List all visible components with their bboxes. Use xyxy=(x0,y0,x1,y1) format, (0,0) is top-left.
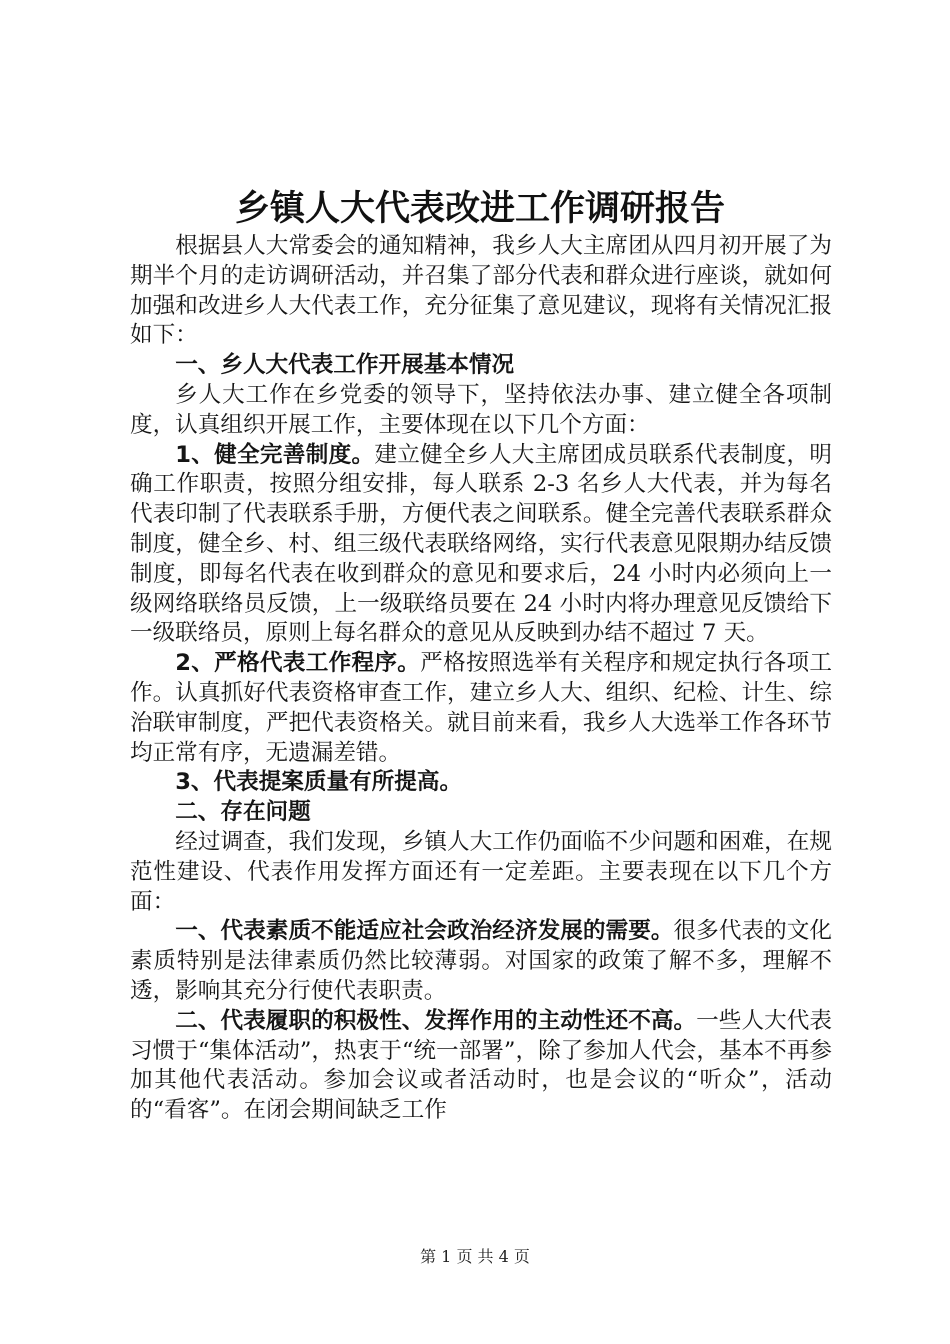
paragraph xyxy=(130,381,832,441)
paragraph-text: 严格按照选举有关程序和规定执行各项工作。认真抓好代表资格审查工作，建立乡人大、组织、纪检、计生、综治联审制度，严把代表资格关。就目前来看，我乡人大选举工作各环节均正常有序，无遗漏差错。 xyxy=(130,650,832,766)
page-footer: 第 1 页 共 4 页 xyxy=(420,1247,530,1266)
paragraph-text: 建立健全乡人大主席团成员联系代表制度，明确工作职责，按照分组安排，每人联系 2-3 名乡人大代表，并为每名代表印制了代表联系手册，方便代表之间联系。健全完善代表联系群众制度，健全乡、村、组三级代表联络网络，实行代表意见限期办结反馈制度，即每名代表在收到群众的意见和要求后，24 小时内必须向上一级网络联络员反馈，上一级联络员要在 24 小时内将办理意见反馈给下一级联络员，原则上每名群众的意见从反映到办结不超过 7 天。 xyxy=(130,441,833,647)
paragraph-lead: 一、代表素质不能适应社会政治经济发展的需要。 xyxy=(175,918,674,945)
paragraph xyxy=(130,828,832,917)
section-heading-2: 二、存在问题 xyxy=(175,799,311,826)
paragraph xyxy=(130,1007,832,1126)
paragraph-intro xyxy=(130,232,832,351)
paragraph-text: 乡人大工作在乡党委的领导下，坚持依法办事、建立健全各项制度，认真组织开展工作，主要体现在以下几个方面： xyxy=(130,381,832,438)
paragraph-lead: 3、代表提案质量有所提高。 xyxy=(175,769,463,796)
paragraph-text: 一些人大代表习惯于“集体活动”，热衷于“统一部署”，除了参加人代会，基本不再参加其他代表活动。参加会议或者活动时，也是会议的“听众”，活动的“看客”。在闭会期间缺乏工作 xyxy=(130,1007,833,1124)
paragraph xyxy=(130,441,832,650)
paragraph-text: 根据县人大常委会的通知精神，我乡人大主席团从四月初开展了为期半个月的走访调研活动，并召集了部分代表和群众进行座谈，就如何加强和改进乡人大代表工作，充分征集了意见建议，现将有关情况汇报如下： xyxy=(130,233,832,349)
paragraph xyxy=(130,917,832,1006)
document-body xyxy=(130,232,832,1126)
document-title: 乡镇人大代表改进工作调研报告 xyxy=(234,188,725,229)
paragraph-text: 经过调查，我们发现，乡镇人大工作仍面临不少问题和困难，在规范性建设、代表作用发挥方面还有一定差距。主要表现在以下几个方面： xyxy=(130,828,832,915)
paragraph-lead: 二、代表履职的积极性、发挥作用的主动性还不高。 xyxy=(175,1007,697,1034)
paragraph xyxy=(130,768,832,798)
section-heading-1: 一、乡人大代表工作开展基本情况 xyxy=(175,352,515,379)
paragraph xyxy=(130,649,832,768)
paragraph-lead: 2、严格代表工作程序。 xyxy=(175,650,421,677)
paragraph-lead: 1、健全完善制度。 xyxy=(175,441,375,468)
paragraph-text: 很多代表的文化素质特别是法律素质仍然比较薄弱。对国家的政策了解不多，理解不透，影响其充分行使代表职责。 xyxy=(130,918,833,1004)
